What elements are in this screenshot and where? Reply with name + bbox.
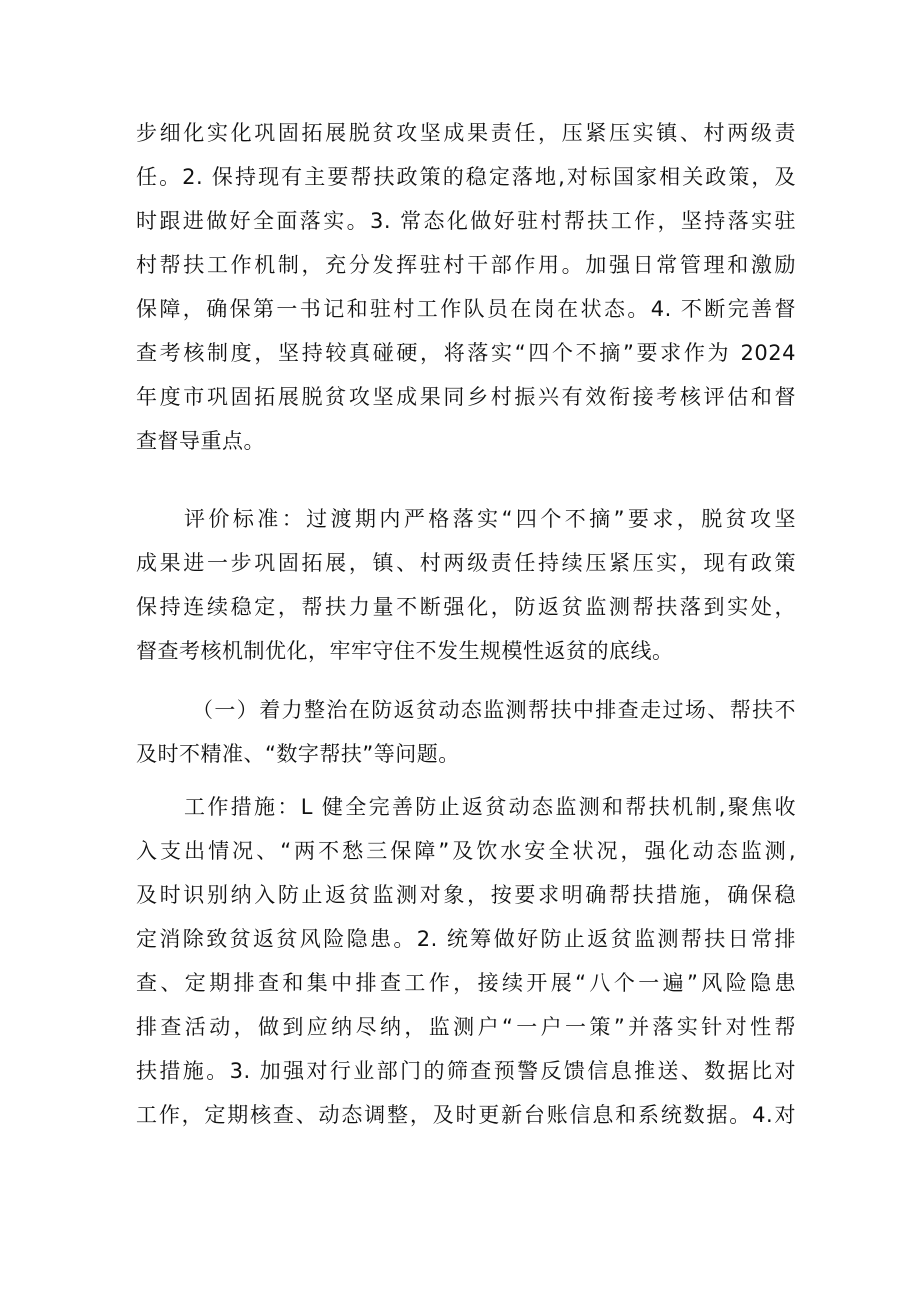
text-line: 工作，定期核查、动态调整，及时更新台账信息和系统数据。4.对 — [136, 1103, 796, 1127]
text-line: 定消除致贫返贫风险隐患。2. 统筹做好防止返贫监测帮扶日常排 — [136, 927, 796, 951]
text-line: 督查考核机制优化，牢牢守住不发生规模性返贫的底线。 — [136, 639, 674, 663]
text-line: 查督导重点。 — [136, 429, 265, 453]
text-line: 工作措施：L 健全完善防止返贫动态监测和帮扶机制,聚焦收 — [184, 795, 796, 819]
text-line: 查、定期排查和集中排查工作，接续开展“八个一遍”风险隐患 — [136, 971, 796, 995]
text-line: 及时识别纳入防止返贫监测对象，按要求明确帮扶措施，确保稳 — [136, 883, 796, 907]
text-line: 年度市巩固拓展脱贫攻坚成果同乡村振兴有效衔接考核评估和督 — [136, 385, 796, 409]
text-line: 步细化实化巩固拓展脱贫攻坚成果责任，压紧压实镇、村两级责 — [136, 121, 796, 145]
text-line: 评价标准：过渡期内严格落实“四个不摘”要求，脱贫攻坚 — [184, 507, 796, 531]
text-line: 查考核制度，坚持较真碰硬，将落实“四个不摘”要求作为 2024 — [136, 341, 796, 365]
text-line: 时跟进做好全面落实。3. 常态化做好驻村帮扶工作，坚持落实驻 — [136, 209, 796, 233]
text-line: 任。2. 保持现有主要帮扶政策的稳定落地,对标国家相关政策，及 — [136, 165, 796, 189]
text-line: 入支出情况、“两不愁三保障”及饮水安全状况，强化动态监测, — [136, 839, 796, 863]
section-heading — [136, 688, 796, 776]
text-line: 成果进一步巩固拓展，镇、村两级责任持续压紧压实，现有政策 — [136, 551, 796, 575]
text-line: 保障，确保第一书记和驻村工作队员在岗在状态。4. 不断完善督 — [136, 297, 796, 321]
text-line: 保持连续稳定，帮扶力量不断强化，防返贫监测帮扶落到实处， — [136, 595, 796, 619]
paragraph-work-continuation — [136, 111, 796, 463]
text-line: 扶措施。3. 加强对行业部门的筛查预警反馈信息推送、数据比对 — [136, 1059, 796, 1083]
paragraph-evaluation-standard — [136, 497, 796, 673]
paragraph-work-measures — [136, 785, 796, 1137]
text-line: 排查活动，做到应纳尽纳，监测户“一户一策”并落实针对性帮 — [136, 1015, 796, 1039]
text-line: （一）着力整治在防返贫动态监测帮扶中排查走过场、帮扶不 — [192, 698, 796, 722]
text-line: 村帮扶工作机制，充分发挥驻村干部作用。加强日常管理和激励 — [136, 253, 796, 277]
text-line: 及时不精准、“数字帮扶”等问题。 — [136, 742, 460, 766]
